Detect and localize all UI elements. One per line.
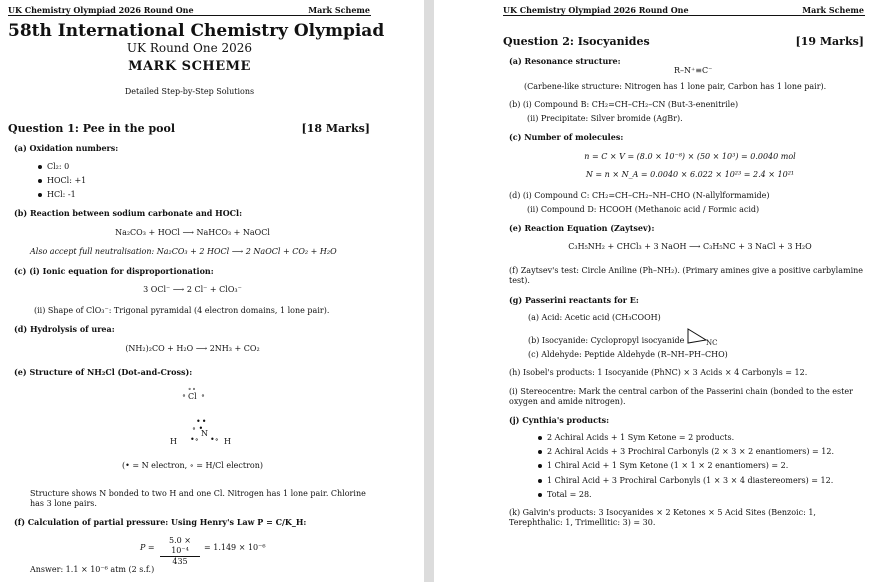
q2j-item: 2 Achiral Acids + 3 Prochiral Carbonyls (2 × 3 × 2 enantiomers) = 12. bbox=[538, 447, 834, 457]
q1d-label: (d) Hydrolysis of urea: bbox=[14, 324, 115, 334]
bullet-icon bbox=[538, 450, 542, 454]
q2i-text: (i) Stereocentre: Mark the central carbon of the Passerini chain (bonded to the ester oxygen and amide nitrogen). bbox=[509, 387, 853, 406]
q2j-item: Total = 28. bbox=[538, 490, 592, 500]
q2a-note: (Carbene-like structure: Nitrogen has 1 lone pair, Carbon has 1 lone pair). bbox=[524, 82, 827, 91]
q2c-equation-1: n = C × V = (8.0 × 10⁻⁸) × (50 × 10³) = 0.0040 mol bbox=[584, 152, 796, 161]
q2a-structure: R–N⁺≡C⁻ bbox=[674, 66, 713, 75]
q1a-item: HOCl: +1 bbox=[38, 176, 86, 186]
q1f-numerator: 5.0 × 10⁻⁴ bbox=[169, 536, 191, 555]
cl-atom-label: Cl bbox=[188, 392, 197, 401]
q1f-p-symbol: P = bbox=[140, 543, 155, 552]
q1c-equation: 3 OCl⁻ ⟶ 2 Cl⁻ + ClO₃⁻ bbox=[143, 285, 242, 294]
q1a-item: Cl₂: 0 bbox=[38, 162, 69, 172]
cl-left-electrons: ∘ bbox=[182, 391, 186, 400]
q2g-label: (g) Passerini reactants for E: bbox=[509, 295, 639, 305]
n-bond-electrons: ∘ • bbox=[192, 424, 204, 433]
q1a-label: (a) Oxidation numbers: bbox=[14, 143, 119, 153]
q2e-equation: C₃H₅NH₂ + CHCl₃ + 3 NaOH ⟶ C₃H₅NC + 3 NaCl + 3 H₂O bbox=[568, 242, 812, 251]
q2j-item: 2 Achiral Acids + 1 Sym Ketone = 2 products. bbox=[538, 433, 734, 443]
q1f-result: = 1.149 × 10⁻⁶ bbox=[204, 543, 266, 552]
q2g-aldehyde: (c) Aldehyde: Peptide Aldehyde (R–NH–PH–CHO) bbox=[528, 350, 728, 359]
q2j-item: 1 Chiral Acid + 1 Sym Ketone (1 × 1 × 2 enantiomers) = 2. bbox=[538, 461, 788, 471]
q2a-label: (a) Resonance structure: bbox=[509, 56, 621, 66]
q2h-text: (h) Isobel's products: 1 Isocyanide (PhNC) × 3 Acids × 4 Carbonyls = 12. bbox=[509, 368, 808, 377]
q2j-label: (j) Cynthia's products: bbox=[509, 415, 610, 425]
q2g-acid: (a) Acid: Acetic acid (CH₃COOH) bbox=[528, 313, 661, 322]
document-title: 58th International Chemistry Olympiad bbox=[8, 21, 385, 41]
q1f-label: (f) Calculation of partial pressure: Using Henry's Law P = C/K_H: bbox=[14, 517, 307, 527]
bullet-icon bbox=[38, 165, 42, 169]
h-right-electrons: •∘ bbox=[210, 435, 219, 444]
isocyanide-group-label: NC bbox=[706, 339, 718, 347]
q2g-isocyanide: (b) Isocyanide: Cyclopropyl isocyanide bbox=[528, 336, 685, 345]
q2b-precipitate: (ii) Precipitate: Silver bromide (AgBr). bbox=[527, 114, 683, 123]
q2b-compound: (b) (i) Compound B: CH₂=CH–CH₂–CN (But-3-enenitrile) bbox=[509, 100, 739, 109]
q2d-compound-d: (ii) Compound D: HCOOH (Methanoic acid / Formic acid) bbox=[527, 205, 760, 214]
document-subtitle: UK Round One 2026 bbox=[126, 41, 253, 55]
h-atom-left: H bbox=[170, 437, 177, 446]
q1b-equation: Na₂CO₃ + HOCl ⟶ NaHCO₃ + NaOCl bbox=[115, 228, 270, 237]
q1-heading: Question 1: Pee in the pool bbox=[8, 122, 175, 135]
q1e-label: (e) Structure of NH₂Cl (Dot-and-Cross): bbox=[14, 367, 193, 377]
q2c-equation-2: N = n × N_A = 0.0040 × 6.022 × 10²³ = 2.4 × 10²¹ bbox=[585, 170, 795, 179]
page-1 bbox=[0, 0, 424, 582]
q2d-compound-c: (d) (i) Compound C: CH₂=CH–CH₂–NH–CHO (N-allylformamide) bbox=[509, 191, 770, 200]
tagline: Detailed Step-by-Step Solutions bbox=[124, 87, 255, 96]
running-header-right: Mark Scheme bbox=[308, 5, 370, 15]
header-rule bbox=[8, 15, 371, 16]
bullet-icon bbox=[538, 464, 542, 468]
q2-marks: [19 Marks] bbox=[795, 35, 864, 48]
q1a-item: HCl: -1 bbox=[38, 190, 76, 200]
running-header-right: Mark Scheme bbox=[802, 5, 864, 15]
bullet-icon bbox=[538, 479, 542, 483]
h-left-electrons: •∘ bbox=[190, 435, 199, 444]
bullet-icon bbox=[538, 436, 542, 440]
q1f-denominator: 435 bbox=[160, 556, 200, 567]
bullet-icon bbox=[38, 193, 42, 197]
q1e-note: Structure shows N bonded to two H and one Cl. Nitrogen has 1 lone pair. Chlorine has 3 lone pairs. bbox=[30, 489, 366, 508]
cyclopropyl-icon bbox=[686, 327, 708, 345]
q1-marks: [18 Marks] bbox=[301, 122, 370, 135]
q1e-legend: (• = N electron, ∘ = H/Cl electron) bbox=[121, 461, 263, 470]
running-header-left: UK Chemistry Olympiad 2026 Round One bbox=[503, 5, 689, 15]
cl-top-electrons: ∘∘ bbox=[188, 385, 197, 393]
nh2cl-structure bbox=[160, 384, 260, 454]
h-atom-right: H bbox=[224, 437, 231, 446]
q1d-equation: (NH₂)₂CO + H₂O ⟶ 2NH₃ + CO₂ bbox=[125, 344, 260, 353]
bullet-icon bbox=[38, 179, 42, 183]
q2j-item: 1 Chiral Acid + 3 Prochiral Carbonyls (1 × 3 × 4 diastereomers) = 12. bbox=[538, 476, 833, 486]
header-rule bbox=[503, 15, 865, 16]
q2c-label: (c) Number of molecules: bbox=[509, 132, 624, 142]
page-2 bbox=[434, 0, 882, 582]
q2k-text: (k) Galvin's products: 3 Isocyanides × 2 Ketones × 5 Acid Sites (Benzoic: 1, Terephthalic: 1, Trimellitic: 3) = 30. bbox=[509, 508, 816, 527]
n-atom-label: N bbox=[201, 429, 208, 438]
q1c-shape: (ii) Shape of ClO₃⁻: Trigonal pyramidal (4 electron domains, 1 lone pair). bbox=[34, 306, 330, 315]
q1b-alternative: Also accept full neutralisation: Na₂CO₃ + 2 HOCl ⟶ 2 NaOCl + CO₂ + H₂O bbox=[30, 247, 337, 256]
n-lone-pair: •• bbox=[196, 417, 208, 426]
q2f-text: (f) Zaytsev's test: Circle Aniline (Ph–NH₂). (Primary amines give a positive carbylamine test). bbox=[509, 266, 864, 285]
q2-heading: Question 2: Isocyanides bbox=[503, 35, 650, 48]
q2e-label: (e) Reaction Equation (Zaytsev): bbox=[509, 223, 655, 233]
cl-right-electrons: ∘ bbox=[201, 391, 205, 400]
mark-scheme-heading: MARK SCHEME bbox=[128, 59, 251, 74]
running-header-left: UK Chemistry Olympiad 2026 Round One bbox=[8, 5, 194, 15]
q1c-label: (c) (i) Ionic equation for disproportionation: bbox=[14, 266, 214, 276]
q1b-label: (b) Reaction between sodium carbonate and HOCl: bbox=[14, 208, 243, 218]
bullet-icon bbox=[538, 493, 542, 497]
q1f-answer: Answer: 1.1 × 10⁻⁶ atm (2 s.f.) bbox=[30, 565, 155, 574]
q1f-fraction bbox=[160, 536, 200, 567]
